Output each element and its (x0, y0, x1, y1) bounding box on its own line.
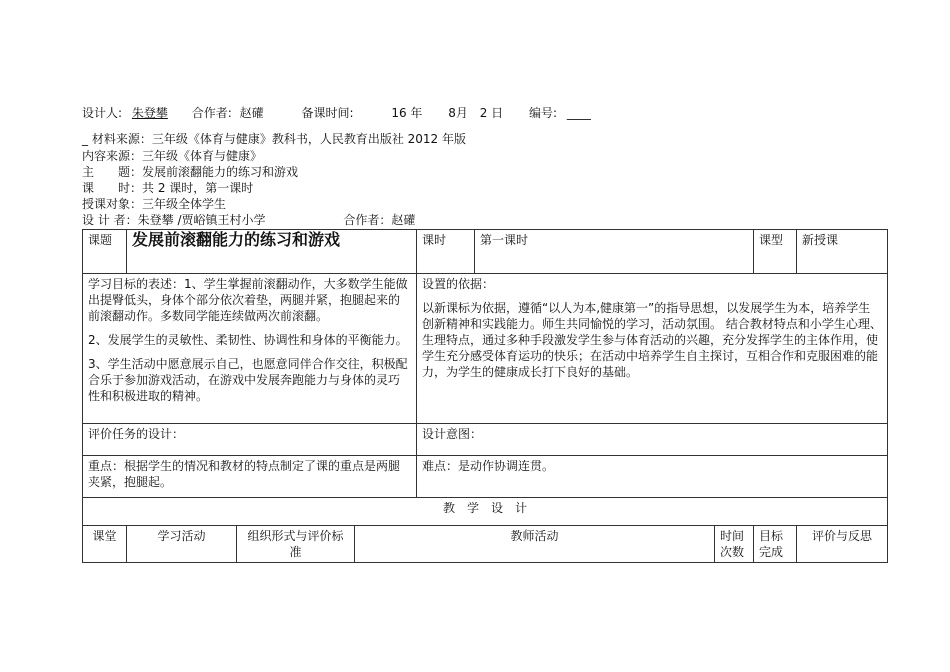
period-value: 第一课时 (475, 230, 754, 274)
topic-row (83, 230, 888, 274)
period-line: 课 时：共 2 课时，第一课时 (82, 181, 254, 195)
key-row (83, 456, 888, 498)
number-value: ____ (566, 106, 591, 120)
lesson-plan-table (82, 229, 888, 563)
date-label: 备课时间: (301, 106, 354, 120)
designer-label: 设计人: (82, 106, 123, 120)
coauthor-name: 赵礶 (239, 106, 264, 120)
eval-task: 评价任务的设计： (83, 424, 417, 456)
topic-title: 发展前滚翻能力的练习和游戏 (127, 230, 417, 274)
col-reflection: 评价与反思 (797, 526, 888, 563)
key-point: 重点：根据学生的情况和教材的特点制定了课的重点是两腿夹紧，抱腿起。 (83, 456, 417, 498)
date-month: 8月 (448, 106, 468, 120)
col-time: 时间次数 (715, 526, 754, 563)
designer-name: 朱登攀 (131, 106, 168, 120)
date-year: 16 年 (391, 106, 423, 120)
header-line (82, 104, 591, 121)
goal-1: 学习目标的表述：1、学生掌握前滚翻动作，大多数学生能做出提臀低头，身体个部分依次着垫，两腿并紧，抱腿起来的前滚翻动作。多数同学能连续做两次前滚翻。 (88, 277, 408, 323)
material-source: _ 材料来源：三年级《体育与健康》教科书，人民教育出版社 2012 年版 (82, 132, 466, 146)
date-day: 2 日 (479, 106, 504, 120)
col-organization: 组织形式与评价标准 (237, 526, 355, 563)
number-label: 编号: (528, 106, 558, 120)
basis-label: 设置的依据： (422, 277, 495, 291)
col-learning-activity: 学习活动 (127, 526, 237, 563)
content-source: 内容来源：三年级《体育与健康》 (82, 149, 263, 163)
design-heading-row (83, 498, 888, 526)
design-intent: 设计意图： (417, 424, 888, 456)
period-label: 课时 (417, 230, 475, 274)
topic-label: 课题 (83, 230, 127, 274)
target-line: 授课对象：三年级全体学生 (82, 197, 227, 211)
col-goal-complete: 目标完成 (754, 526, 797, 563)
coauthor-label: 合作者: (191, 106, 232, 120)
coauthor-line-text: 合作者：赵礶 (343, 213, 416, 227)
learning-goals (83, 274, 417, 424)
designer-line-text: 设 计 者：朱登攀 /贾峪镇王村小学 (82, 213, 266, 227)
designer-line (82, 212, 415, 228)
difficulty: 难点：是动作协调连贯。 (417, 456, 888, 498)
goal-2: 2、发展学生的灵敏性、柔韧性、协调性和身体的平衡能力。 (88, 333, 408, 347)
basis-text: 以新课标为依据，遵循“以人为本,健康第一”的指导思想，以发展学生为本，培养学生创新精神和实践能力。师生共同愉悦的学习，活动氛围。 结合教材特点和小学生心理、生理特点，通过多种手段激发学生参与体育活动的兴趣，充分发挥学生的主体作用，使学生充分感受体育运功的快乐；在活动中培养学生自主探讨，互相合作和克服困难的能力，为学生的健康成长打下良好的基础。 (422, 301, 882, 379)
col-teacher-activity: 教师活动 (355, 526, 715, 563)
goals-row (83, 274, 888, 424)
eval-row (83, 424, 888, 456)
goal-3: 3、学生活动中愿意展示自己，也愿意同伴合作交往，积极配合乐于参加游戏活动，在游戏中发展奔跑能力与身体的灵巧性和积极进取的精神。 (88, 357, 408, 403)
design-heading: 教 学 设 计 (83, 498, 888, 526)
type-value: 新授课 (797, 230, 888, 274)
type-label: 课型 (754, 230, 797, 274)
col-classroom: 课堂 (83, 526, 127, 563)
topic-line: 主 题：发展前滚翻能力的练习和游戏 (82, 165, 299, 179)
column-header-row (83, 526, 888, 563)
design-basis (417, 274, 888, 424)
